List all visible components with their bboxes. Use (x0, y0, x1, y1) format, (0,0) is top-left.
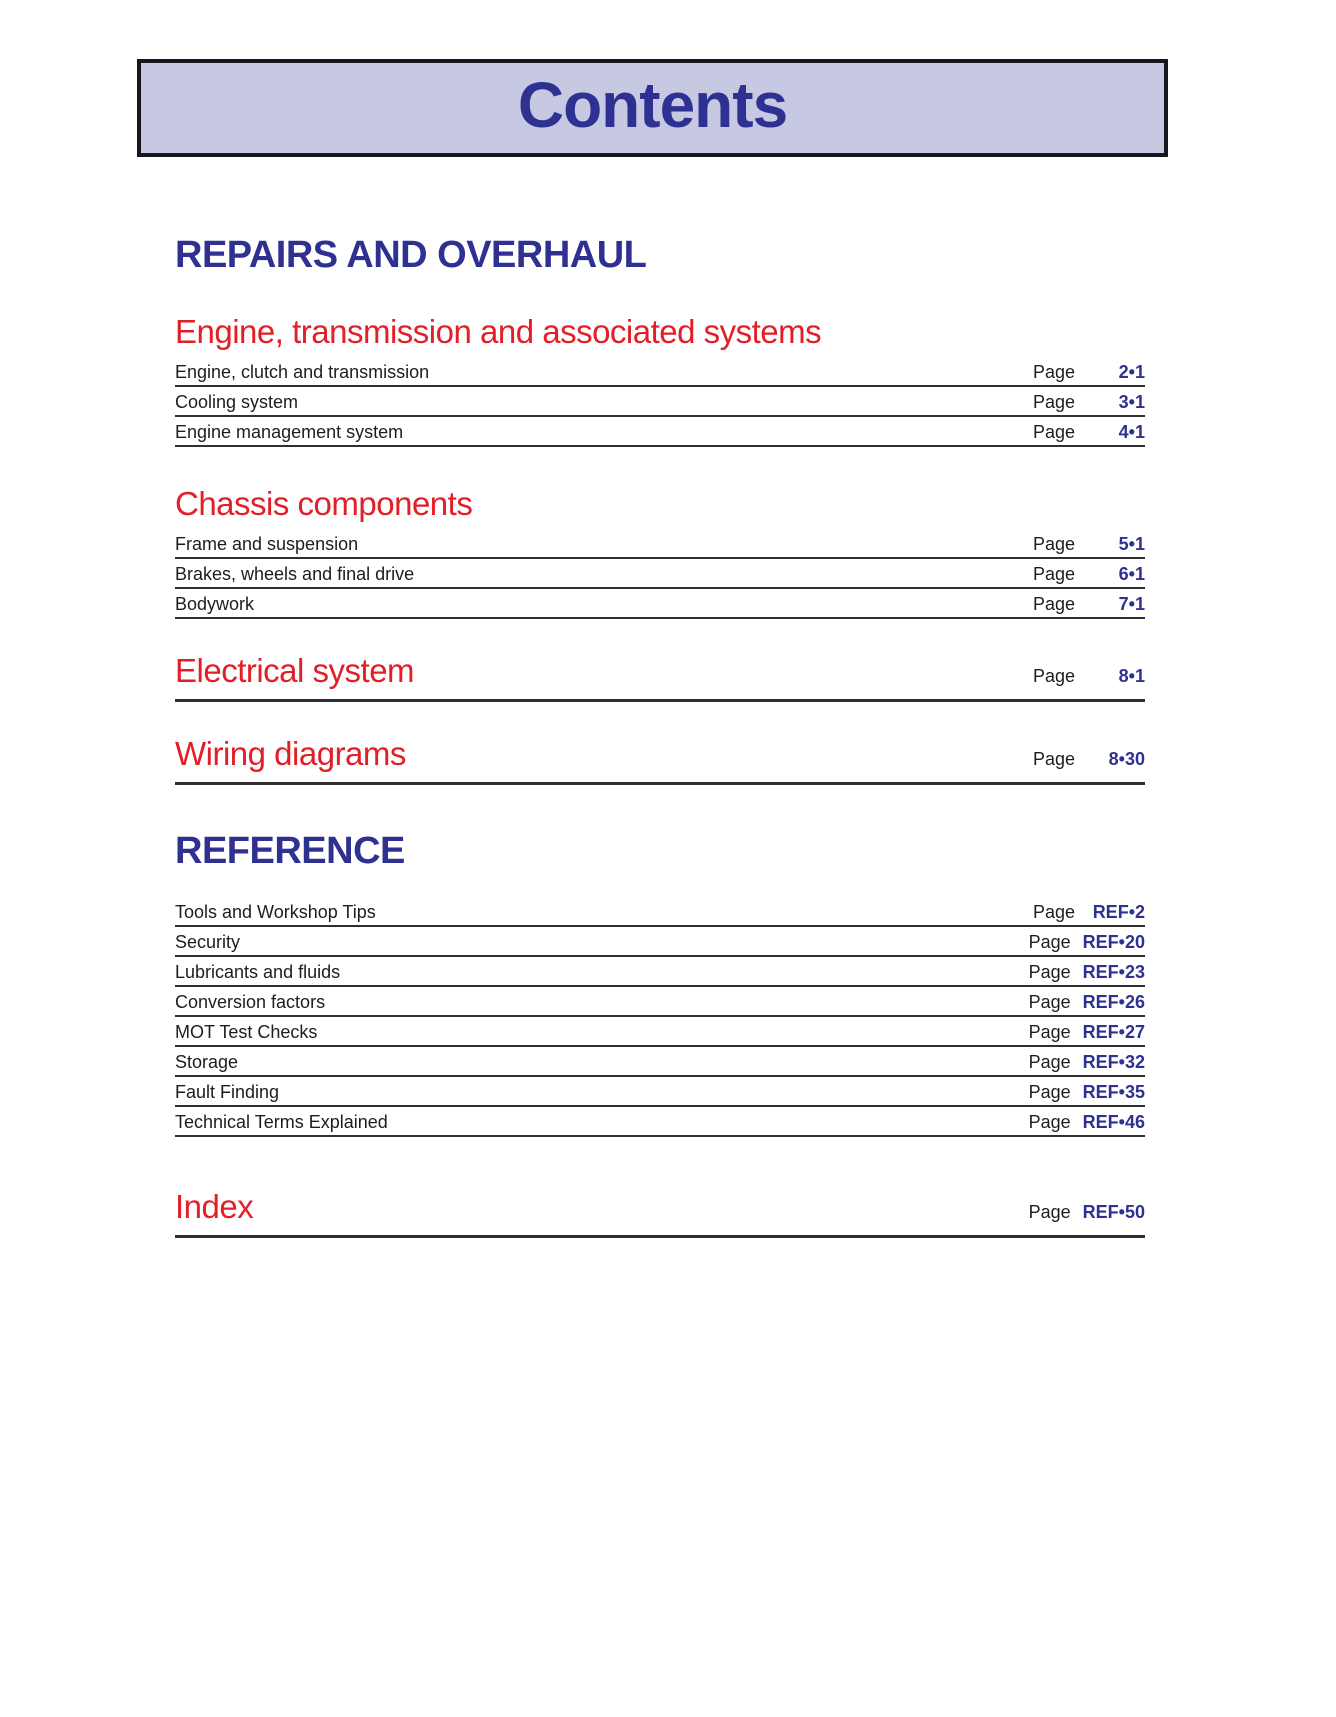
page-word: Page (1032, 748, 1075, 769)
toc-row-page (1033, 564, 1145, 584)
page-word: Page (1028, 1082, 1071, 1103)
feature-heading: Index (175, 1188, 254, 1226)
toc-row-page (1033, 749, 1145, 770)
page-number: REF•2 (1092, 902, 1145, 923)
page-number: REF•50 (1082, 1202, 1145, 1223)
page-number: 3•1 (1118, 391, 1145, 412)
part-heading-reference: REFERENCE (175, 830, 405, 873)
toc-row-label: Engine, clutch and transmission (175, 361, 430, 382)
toc-row (175, 957, 1145, 987)
page-word: Page (1028, 1022, 1071, 1043)
toc-row-page (1029, 1022, 1145, 1042)
toc-row-page (1029, 1202, 1145, 1223)
toc-row-page (1029, 1082, 1145, 1102)
page-number: REF•32 (1082, 1052, 1145, 1073)
toc-row-label: Brakes, wheels and final drive (175, 563, 415, 584)
toc-row-page (1029, 1112, 1145, 1132)
page-word: Page (1032, 593, 1075, 614)
toc-row-page (1033, 392, 1145, 412)
page-number: REF•35 (1082, 1082, 1145, 1103)
toc-row-page (1029, 962, 1145, 982)
toc-row (175, 1077, 1145, 1107)
group-heading-chassis: Chassis components (175, 484, 473, 522)
toc-row-label: Security (175, 932, 241, 953)
toc-row-label: Technical Terms Explained (175, 1112, 388, 1133)
group-heading-engine: Engine, transmission and associated systems (175, 312, 822, 350)
toc-row (175, 927, 1145, 957)
page-word: Page (1032, 902, 1075, 923)
toc-row-label: Frame and suspension (175, 533, 359, 554)
toc-feature-wiring-diagrams (175, 736, 1145, 785)
page-word: Page (1032, 421, 1075, 442)
page-word: Page (1028, 992, 1071, 1013)
toc-row (175, 559, 1145, 589)
page-number: 7•1 (1118, 593, 1145, 614)
toc-row (175, 589, 1145, 619)
page-word: Page (1028, 932, 1071, 953)
part-heading-repairs-and-overhaul: REPAIRS AND OVERHAUL (175, 234, 647, 276)
toc-row-label: MOT Test Checks (175, 1022, 318, 1043)
page-word: Page (1032, 533, 1075, 554)
page-number: REF•23 (1082, 962, 1145, 983)
toc-row-page (1033, 362, 1145, 382)
page-number: REF•20 (1082, 932, 1145, 953)
contents-header-banner (137, 59, 1168, 157)
page-number: REF•27 (1082, 1022, 1145, 1043)
toc-row-label: Bodywork (175, 593, 255, 614)
toc-row (175, 897, 1145, 927)
page-number: REF•46 (1082, 1112, 1145, 1133)
toc-row-page (1033, 594, 1145, 614)
toc-row-label: Lubricants and fluids (175, 962, 341, 983)
toc-row-page (1029, 932, 1145, 952)
toc-row (175, 357, 1145, 387)
feature-heading: Electrical system (175, 651, 415, 689)
page-number: REF•26 (1082, 992, 1145, 1013)
toc-group-reference (175, 897, 1145, 1137)
toc-row-page (1033, 534, 1145, 554)
toc-row (175, 1017, 1145, 1047)
toc-row-label: Fault Finding (175, 1082, 280, 1103)
toc-group-engine (175, 357, 1145, 447)
toc-row (175, 987, 1145, 1017)
toc-row-label: Conversion factors (175, 992, 326, 1013)
page-number: 5•1 (1118, 533, 1145, 554)
feature-heading: Wiring diagrams (175, 734, 406, 772)
page-number: 2•1 (1118, 361, 1145, 382)
toc-row-page (1029, 992, 1145, 1012)
page-word: Page (1032, 391, 1075, 412)
toc-row-page (1033, 902, 1145, 922)
toc-row-label: Engine management system (175, 421, 404, 442)
page-word: Page (1028, 1052, 1071, 1073)
toc-row (175, 387, 1145, 417)
toc-row (175, 417, 1145, 447)
toc-row-label: Storage (175, 1052, 239, 1073)
page-word: Page (1032, 665, 1075, 686)
toc-row-page (1033, 666, 1145, 687)
toc-row (175, 1047, 1145, 1077)
page-number: 6•1 (1118, 563, 1145, 584)
page-word: Page (1032, 563, 1075, 584)
page-number: 8•1 (1118, 665, 1145, 686)
page-title: Contents (517, 69, 788, 141)
page-word: Page (1028, 962, 1071, 983)
toc-group-chassis (175, 529, 1145, 619)
toc-row-page (1029, 1052, 1145, 1072)
page-word: Page (1028, 1112, 1071, 1133)
page-number: 8•30 (1108, 748, 1145, 769)
toc-feature-electrical-system (175, 653, 1145, 702)
toc-row-label: Tools and Workshop Tips (175, 902, 376, 923)
toc-row-page (1033, 422, 1145, 442)
page-word: Page (1028, 1202, 1071, 1223)
page-word: Page (1032, 361, 1075, 382)
toc-row (175, 529, 1145, 559)
toc-row (175, 1107, 1145, 1137)
toc-feature-index (175, 1189, 1145, 1238)
page-number: 4•1 (1118, 421, 1145, 442)
toc-row-label: Cooling system (175, 391, 299, 412)
toc-content (175, 157, 1145, 1238)
